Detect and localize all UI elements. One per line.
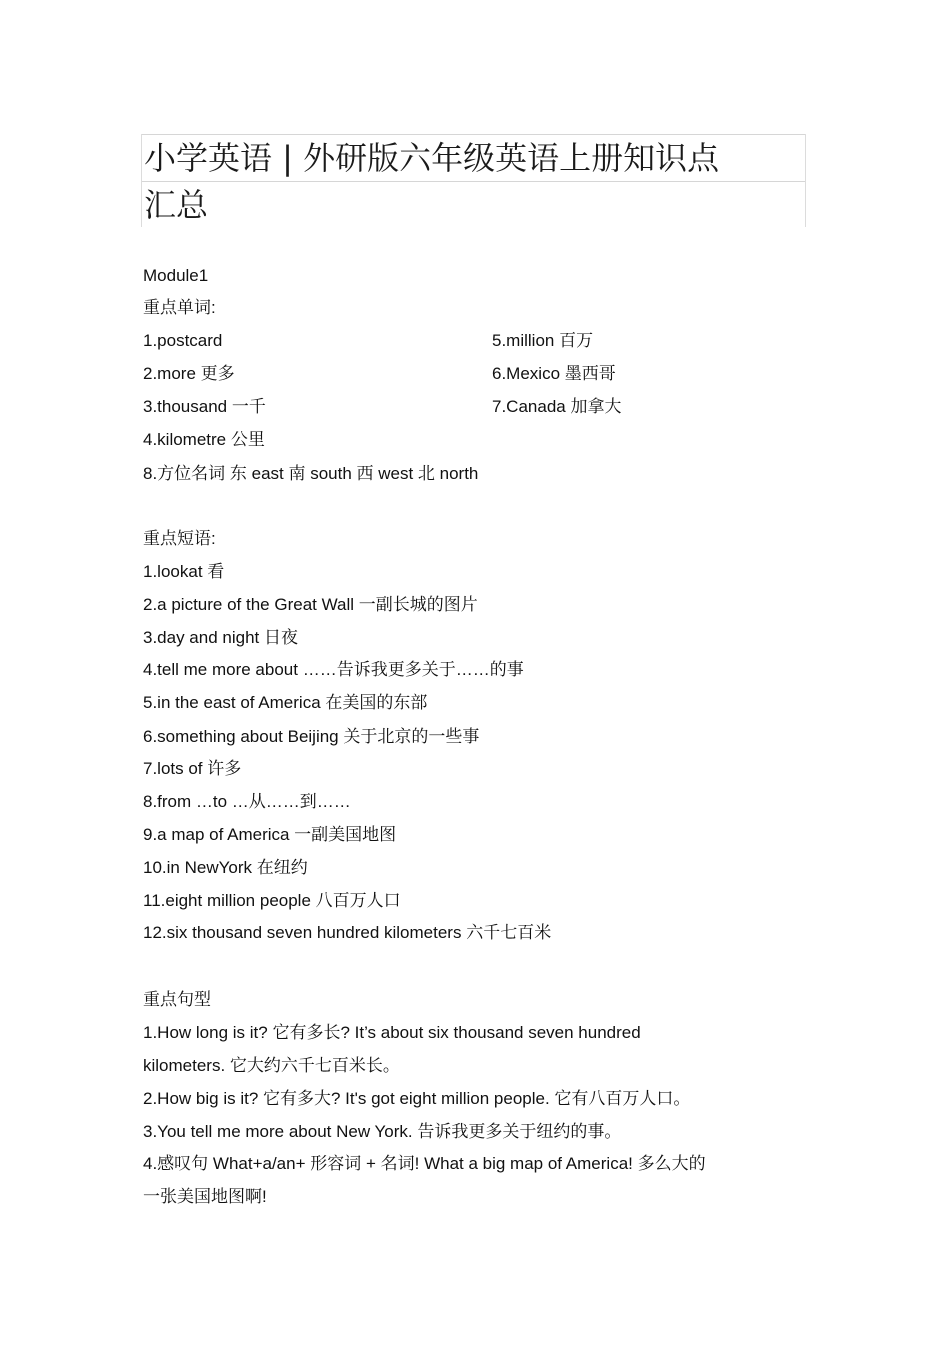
sentence-line: 一张美国地图啊! <box>143 1187 267 1206</box>
phrases-heading: 重点短语: <box>143 529 216 548</box>
sentence-line: 3.You tell me more about New York. 告诉我更多关于纽约的事。 <box>143 1122 622 1141</box>
phrase-item: 1.lookat 看 <box>143 562 225 581</box>
sentence-line: 2.How big is it? 它有多大? It's got eight million people. 它有八百万人口。 <box>143 1089 691 1108</box>
phrase-item: 3.day and night 日夜 <box>143 628 298 647</box>
page-title-line-1: 小学英语 | 外研版六年级英语上册知识点 <box>144 139 720 177</box>
phrase-item: 12.six thousand seven hundred kilometers 六千七百米 <box>143 923 552 942</box>
word-item-2: 2.more 更多 <box>143 364 235 383</box>
title-border-left <box>141 134 142 227</box>
words-heading: 重点单词: <box>143 298 216 317</box>
word-item-6: 6.Mexico 墨西哥 <box>492 364 616 383</box>
title-box <box>141 134 806 227</box>
word-item-4: 4.kilometre 公里 <box>143 430 265 449</box>
phrase-item: 6.something about Beijing 关于北京的一些事 <box>143 727 480 746</box>
sentence-line: 4.感叹句 What+a/an+ 形容词 + 名词! What a big map of America! 多么大的 <box>143 1154 706 1173</box>
phrase-item: 2.a picture of the Great Wall 一副长城的图片 <box>143 595 478 614</box>
sentences-heading: 重点句型 <box>143 990 211 1009</box>
word-item-5: 5.million 百万 <box>492 331 594 350</box>
phrase-item: 4.tell me more about ……告诉我更多关于……的事 <box>143 660 524 679</box>
phrase-item: 9.a map of America 一副美国地图 <box>143 825 397 844</box>
title-border-middle <box>141 181 806 182</box>
word-item-8-directions: 8.方位名词 东 east 南 south 西 west 北 north <box>143 464 479 483</box>
page-title-line-2: 汇总 <box>144 186 209 224</box>
title-border-right <box>805 134 806 227</box>
phrase-item: 10.in NewYork 在纽约 <box>143 858 308 877</box>
module-heading: Module1 <box>143 266 209 285</box>
sentence-line: 1.How long is it? 它有多长? It’s about six thousand seven hundred <box>143 1023 641 1042</box>
phrase-item: 8.from …to …从……到…… <box>143 792 351 811</box>
word-item-1: 1.postcard <box>143 331 223 350</box>
word-item-7: 7.Canada 加拿大 <box>492 397 622 416</box>
phrase-item: 7.lots of 许多 <box>143 759 242 778</box>
word-item-3: 3.thousand 一千 <box>143 397 266 416</box>
phrase-item: 11.eight million people 八百万人口 <box>143 891 401 910</box>
sentence-line: kilometers. 它大约六千七百米长。 <box>143 1056 400 1075</box>
phrase-item: 5.in the east of America 在美国的东部 <box>143 693 428 712</box>
